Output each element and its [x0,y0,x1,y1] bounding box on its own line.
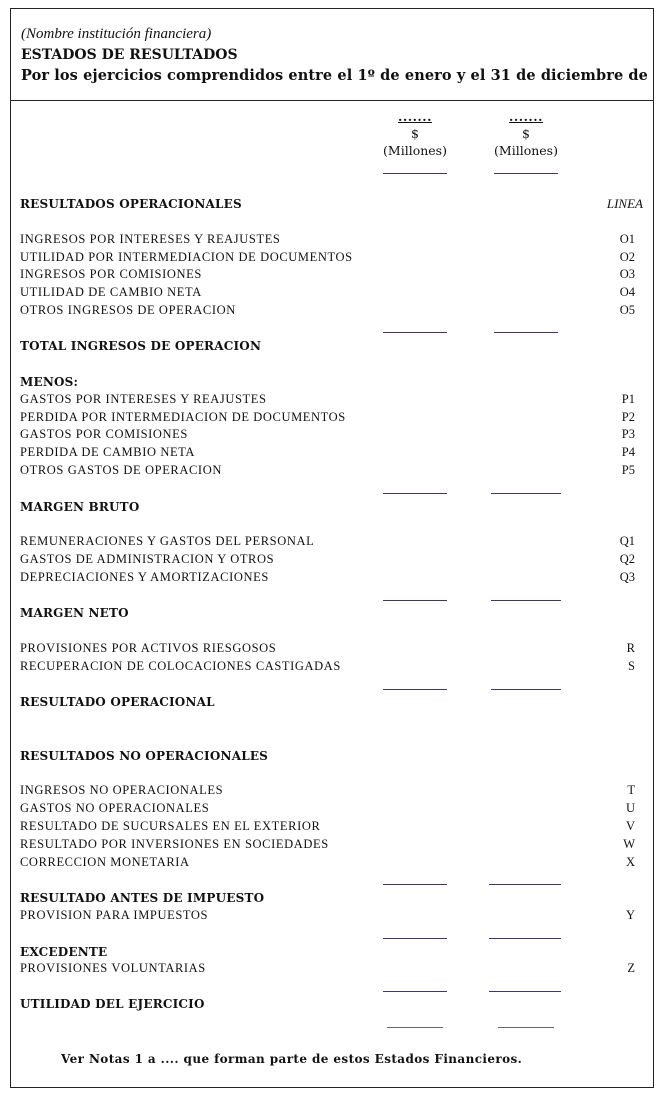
line-item-code: O3 [619,267,635,281]
line-item-label: OTROS GASTOS DE OPERACION [20,463,222,477]
statement-frame [10,8,654,1088]
line-item-code: P4 [621,445,635,459]
section-resultado-operacional: RESULTADO OPERACIONAL [20,695,215,709]
line-item-code: O5 [619,303,635,317]
line-item-label: REMUNERACIONES Y GASTOS DEL PERSONAL [20,534,315,548]
line-item-code: P1 [621,392,635,406]
line-item-code: U [625,801,635,815]
column-currency-2: $ [522,126,530,141]
line-item-code: P3 [621,427,635,441]
subtotal-rule [489,991,561,992]
line-item-label: GASTOS NO OPERACIONALES [20,801,210,815]
line-item-label: PROVISIONES VOLUNTARIAS [20,961,206,975]
linea-header: LINEA [606,196,643,211]
subtotal-rule [383,689,447,690]
line-item-label: RESULTADO POR INVERSIONES EN SOCIEDADES [20,837,329,851]
footer-note: Ver Notas 1 a .... que forman parte de estos Estados Financieros. [61,1052,523,1066]
line-item-label: PROVISIONES POR ACTIVOS RIESGOSOS [20,641,277,655]
line-item-code: X [625,855,635,869]
line-item-code: O4 [619,285,635,299]
column-currency-1: $ [411,126,419,141]
line-item-code: Q3 [619,570,635,584]
line-item-code: P5 [621,463,635,477]
section-utilidad-ejercicio: UTILIDAD DEL EJERCICIO [20,997,205,1011]
subtotal-rule [383,884,447,885]
subtotal-rule [489,884,561,885]
subtotal-rule [383,938,447,939]
line-item-label: RECUPERACION DE COLOCACIONES CASTIGADAS [20,659,341,673]
line-item-code: S [628,659,635,673]
line-item-label: OTROS INGRESOS DE OPERACION [20,303,236,317]
line-item-label: GASTOS POR COMISIONES [20,427,188,441]
column-header-1 [380,108,450,159]
statement-title: ESTADOS DE RESULTADOS [21,47,238,63]
line-item-label: PERDIDA POR INTERMEDIACION DE DOCUMENTOS [20,410,346,424]
subtotal-rule [489,938,561,939]
column-header-rule-2 [494,173,558,174]
subtotal-rule [383,493,447,494]
statement-period: Por los ejercicios comprendidos entre el 1º de enero y el 31 de diciembre de [21,67,648,84]
statement-header [11,9,653,101]
line-item-label: UTILIDAD POR INTERMEDIACION DE DOCUMENTOS [20,250,353,264]
line-item-code: W [623,837,635,851]
line-item-label: INGRESOS POR COMISIONES [20,267,202,281]
line-item-code: V [625,819,635,833]
subtotal-rule [491,493,561,494]
column-year-1: ....... [398,109,432,124]
line-item-code: Y [625,908,635,922]
section-margen-neto: MARGEN NETO [20,606,129,620]
line-item-label: PERDIDA DE CAMBIO NETA [20,445,196,459]
section-resultados-no-operacionales: RESULTADOS NO OPERACIONALES [20,749,269,763]
line-item-label: CORRECCION MONETARIA [20,855,190,869]
section-excedente: EXCEDENTE [20,945,108,959]
section-menos: MENOS: [20,375,79,389]
section-margen-bruto: MARGEN BRUTO [20,500,140,514]
line-item-code: O1 [619,232,635,246]
subtotal-rule [383,600,447,601]
subtotal-rule [383,332,447,333]
subtotal-rule [491,600,561,601]
line-item-code: P2 [621,410,635,424]
line-item-label: INGRESOS POR INTERESES Y REAJUSTES [20,232,281,246]
final-rule [387,1027,443,1028]
column-unit-1: (Millones) [383,143,447,158]
section-resultados-operacionales: RESULTADOS OPERACIONALES [20,197,242,211]
subtotal-rule [383,991,447,992]
column-header-rule-1 [383,173,447,174]
subtotal-rule [491,689,561,690]
line-item-label: DEPRECIACIONES Y AMORTIZACIONES [20,570,269,584]
column-header-2 [491,108,561,159]
column-unit-2: (Millones) [494,143,558,158]
line-item-code: Q1 [619,534,635,548]
final-rule [498,1027,554,1028]
line-item-label: RESULTADO DE SUCURSALES EN EL EXTERIOR [20,819,321,833]
line-item-label: GASTOS POR INTERESES Y REAJUSTES [20,392,267,406]
section-resultado-antes-impuesto: RESULTADO ANTES DE IMPUESTO [20,891,265,905]
institution-name: (Nombre institución financiera) [21,26,212,42]
section-total-ingresos: TOTAL INGRESOS DE OPERACION [20,339,262,353]
line-item-label: GASTOS DE ADMINISTRACION Y OTROS [20,552,275,566]
line-item-code: Q2 [619,552,635,566]
line-item-code: T [627,783,635,797]
subtotal-rule [494,332,558,333]
line-item-label: UTILIDAD DE CAMBIO NETA [20,285,202,299]
line-item-label: INGRESOS NO OPERACIONALES [20,783,224,797]
line-item-label: PROVISION PARA IMPUESTOS [20,908,209,922]
line-item-code: R [626,641,635,655]
line-item-code: Z [627,961,635,975]
column-year-2: ....... [509,109,543,124]
line-item-code: O2 [619,250,635,264]
